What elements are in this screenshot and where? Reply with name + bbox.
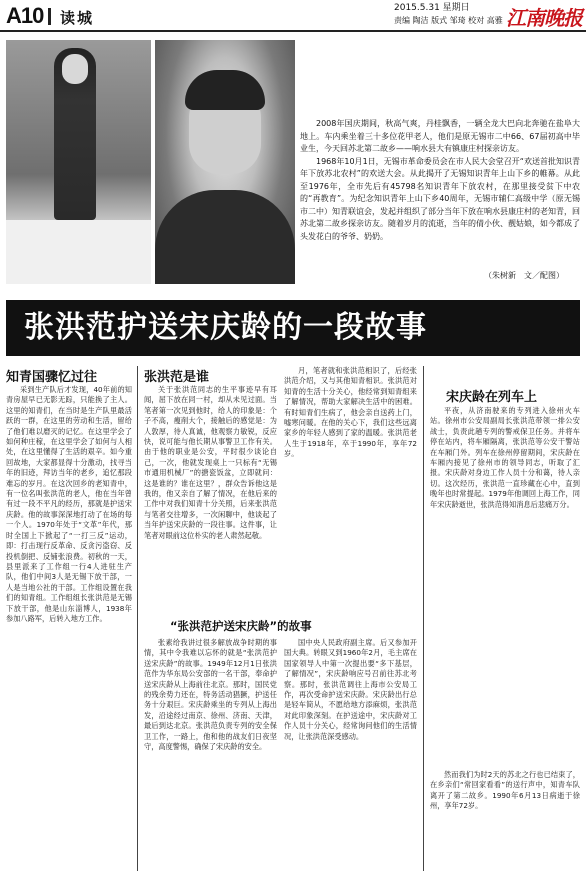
byline: （朱树新 文／配图）: [484, 271, 564, 280]
column2-paragraph: 关于张洪范同志的生平事迹早有耳闻，屈下放在同一村，却从未见过面。当笔者第一次见到他时，给人的印象是：个子不高，瘦削大个，接触后的感觉是：为人敦厚，待人真诚，他观察力敏锐，反应快，说可能与他长期从事警卫工作有关。由于他的职业是公安，平时很少谈论自己，一次，他就发现桌上一只标有“无锡市通用机械厂”的搪瓷饭盆，立即就问：这是谁的？谁在这里？，群众告诉他这是我的，他又亲自了解了情况，在他后来的工作中对我们知青十分关照，后来张洪范与笔者交往增多，一次闲聊中，他谈起了当年护送宋庆龄的一段往事。这件事，让笔者对眼前这位朴实的老人肃然起敬。: [144, 385, 277, 540]
column3b-text: [284, 638, 417, 871]
column2b-paragraph: 张素给我讲过很多解放战争时期的事情，其中令我难以忘怀的就是“张洪范护送宋庆龄”的故事。1949年12月1日张洪范作为华东局公安部的一名干部，奉命护送宋庆龄从上海前往北京。那时，国民党的残余势力还在，特务活动猖獗，护送任务十分艰巨。宋庆龄乘坐的专列从上海出发，沿途经过南京、徐州、济南、天津，最后到达北京。张洪范负责专列的安全保卫工作，一路上，他和他的战友们日夜坚守，高度警惕，确保了宋庆龄的安全。: [144, 638, 277, 752]
column2-heading: 张洪范是谁: [144, 370, 210, 385]
column4-paragraph: 平夜，从济南驶来的专列进入徐州火车站。徐州市公安局副局长张洪范带领一排公安战士，负责此趟专列的警戒保卫任务。并将车停在站内，将车厢隔离，张洪范等公安干警站在车厢门外。列车在徐州停留期间，宋庆龄在车厢内接见了徐州市的领导同志，听取了汇报。宋庆龄对身边工作人员十分和蔼，待人亲切。这次经历，张洪范一直珍藏在心中，直到晚年也时常提起。1979年他调回上海工作，同年宋庆龄逝世，张洪范得知消息后悲痛万分。: [430, 406, 580, 509]
intro-paragraph-2: 1968年10月1日，无锡市革命委员会在市人民大会堂召开“欢送首批知识青年下放苏北农村”的欢送大会。从此揭开了无锡知识青年上山下乡的帷幕。从此至1976年，全市先后有45798名知识青年下放农村，在那里接受贫下中农的“再教育”。为纪念知识青年上山下乡40周年，无锡市辅仁高级中学（原无锡市二中）知青联谊会，发起并组织了部分当年下放在响水县康庄村的老知青，回苏北第二故乡探亲访友。随着岁月的流逝，当年的倩小伙、靓姑娘，如今都成了头发花白的爷爷、奶奶。: [300, 156, 580, 241]
photo-young-man-standing: [6, 40, 151, 284]
column4-ending: [430, 770, 580, 871]
section-name: 读城: [60, 9, 95, 27]
header-divider: [48, 8, 51, 25]
column2-text: [144, 385, 277, 611]
column-divider-right: [423, 366, 424, 871]
column1-heading: 知青国骤忆过往: [6, 370, 98, 385]
column4-ending-paragraph: 然而我们为时2天的苏北之行也已结束了，在乡亲们“常回家看看”的送行声中，知青车队离开了第二故乡。1990年6月13日病逝于徐州，享年72岁。: [430, 770, 580, 811]
intro-box: [300, 118, 580, 286]
column3b-paragraph: 国中央人民政府副主席。后又参加开国大典。转眼又到1960年2月，毛主席在国家领导人中第一次提出要“多下基层，了解情况”，宋庆龄响应号召前往苏北考察。那时，张洪范调往上海市公安局工作，再次受命护送宋庆龄。宋庆龄出行总是轻车简从，不愿给地方添麻烦，张洪范对此印象深刻。在护送途中，宋庆龄对工作人员十分关心，经常询问他们的生活情况，让张洪范深受感动。: [284, 638, 417, 741]
column3-text: [284, 366, 417, 611]
newspaper-logo: 江南晚报: [506, 6, 582, 30]
editor-credits: 责编 陶洁 版式 邹琦 校对 高雅: [394, 16, 503, 25]
intro-paragraph-1: 2008年国庆期间，秋高气爽，丹桂飘香，一辆全龙大巴向北奔驰在盐阜大地上。车内乘坐着三十多位花甲老人，他们是原无锡市二中66、67届初高中毕业生，今天回苏北第二故乡——响水县大有镇康庄村探亲访友。: [300, 119, 580, 153]
issue-date: 2015.5.31 星期日: [394, 3, 470, 13]
photo-portrait: [155, 40, 295, 284]
column1-paragraph: 采到生产队后才发现，40年前的知青房屋早已无影无踪，只能换了主人。这里的知青们，在当时是生产队里最活跃的一群，在这里的劳动和生活，留给了他们难以磨灭的记忆。在这里学会了如何种庄稼，在这里学会了如何与人相处，在这里懂得了生活的艰辛。如今重回故地，大家都显得十分激动，找寻当年的旧迹，拜访当年的老乡，追忆那段难忘的岁月。在这次回乡的老知青中，有一位名叫张洪范的老人，他在当年曾有过一段不平凡的经历，那就是护送宋庆龄。他的故事深深地打动了在场的每一个人。1970年处于“文革”年代，那时全国上下掀起了“一打三反”运动，即：打击现行反革命、反贪污盗窃、反投机倒把、反铺张浪费。初秋的一天，县里派来了工作组一行4人进驻生产队，他们中间3人是无锡下放干部，一人是当地公社的干部。工作组设置在我们的知青组。工作组组长张洪范是无锡下放干部，他是山东淄博人，1938年参加八路军，后转入地方工作。: [6, 385, 132, 623]
column4-heading: 宋庆龄在列车上: [446, 390, 538, 405]
column3-paragraph: 月，笔者就和张洪范相识了，后经张洪范介绍，又与其他知青相识。张洪范对知青的生活十分关心，他经常到知青组来了解情况，帮助大家解决生活中的困难。有时知青们生病了，他会亲自送药上门，嘘寒问暖。在他的关心下，我们这些远离家乡的年轻人感到了家的温暖。张洪范老人生于1918年，卒于1990年，享年72岁。: [284, 366, 417, 459]
headline: 张洪范护送宋庆龄的一段故事: [6, 300, 580, 356]
subheading-story: “张洪范护送宋庆龄”的故事: [170, 619, 312, 633]
page-number: A10: [6, 3, 44, 28]
column2b-text: [144, 638, 277, 871]
column1-text: [6, 385, 132, 871]
column4-text: [430, 406, 580, 766]
column-divider: [137, 366, 138, 871]
